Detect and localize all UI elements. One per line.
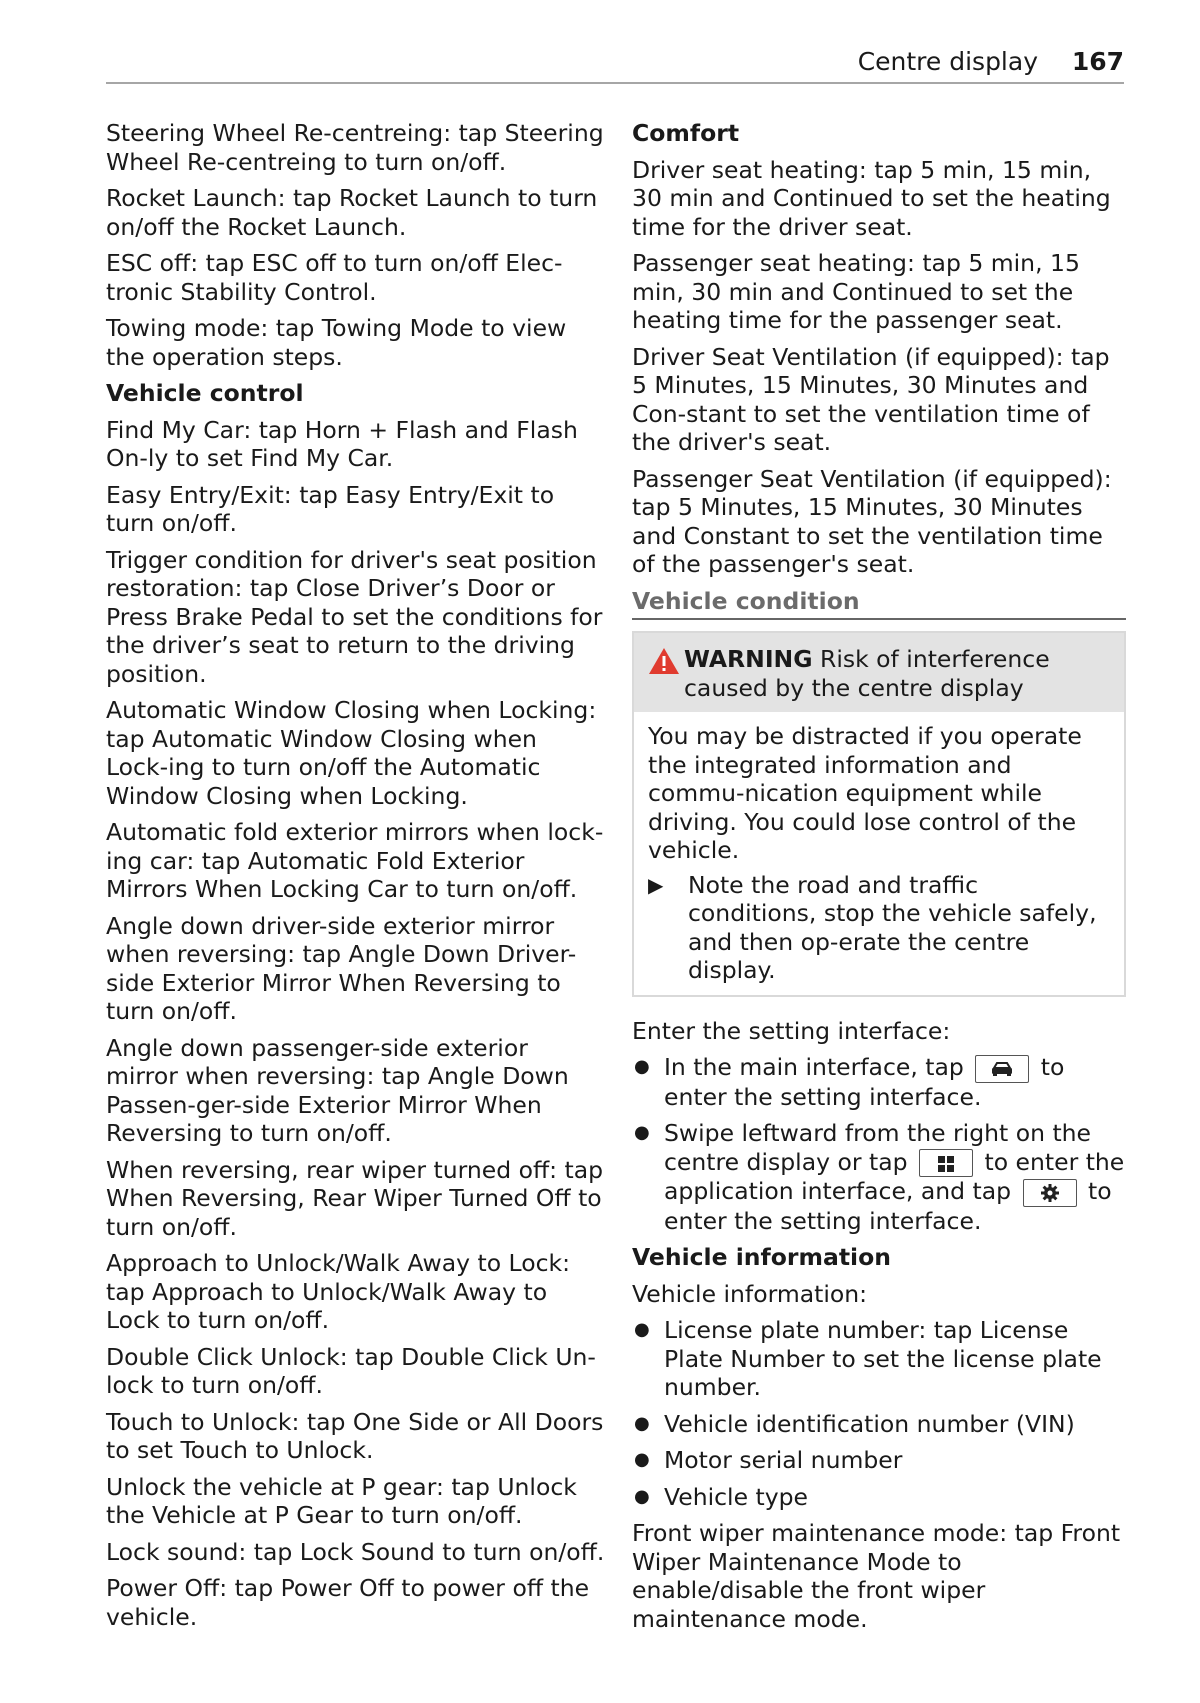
comfort-heading: Comfort — [632, 119, 740, 147]
paragraph: Unlock the vehicle at P gear: tap Unlock the Vehicle at P Gear to turn on/off. — [106, 1472, 577, 1529]
warning-title: Risk of interference caused by the centre display — [684, 645, 1050, 702]
vehicle-control-heading: Vehicle control — [106, 379, 304, 407]
paragraph: Power Off: tap Power Off to power off the vehicle. — [106, 1574, 590, 1631]
paragraph: Driver seat heating: tap 5 min, 15 min, 30 min and Continued to set the heating time for the driver seat. — [632, 155, 1111, 241]
car-icon — [975, 1055, 1029, 1083]
paragraph: Double Click Unlock: tap Double Click Un-lock to turn on/off. — [106, 1342, 596, 1399]
warning-box — [632, 631, 1126, 997]
paragraph: Passenger Seat Ventilation (if equipped): tap 5 Minutes, 15 Minutes, 30 Minutes and Constant to set the ventilation time of the passenger's seat. — [632, 464, 1112, 578]
warning-description: You may be distracted if you operate the integrated information and commu-nication equipment while driving. You could lose control of the vehicle. — [648, 722, 1082, 864]
gear-icon — [1023, 1179, 1077, 1207]
paragraph: Easy Entry/Exit: tap Easy Entry/Exit to turn on/off. — [106, 480, 555, 537]
paragraph: Approach to Unlock/Walk Away to Lock: tap Approach to Unlock/Walk Away to Lock to turn on/off. — [106, 1249, 571, 1334]
warning-body — [634, 712, 1124, 995]
page-header — [106, 44, 1124, 84]
warning-header — [634, 633, 1124, 712]
paragraph: Automatic fold exterior mirrors when lock-ing car: tap Automatic Fold Exterior Mirrors When Locking Car to turn on/off. — [106, 818, 604, 903]
paragraph: Lock sound: tap Lock Sound to turn on/off. — [106, 1537, 605, 1566]
paragraph: Rocket Launch: tap Rocket Launch to turn on/off the Rocket Launch. — [106, 184, 598, 241]
list-item-text: to enter the setting interface. — [664, 1177, 1112, 1235]
paragraph: When reversing, rear wiper turned off: tap When Reversing, Rear Wiper Turned Off to turn on/off. — [106, 1155, 604, 1241]
list-item-text: In the main interface, tap — [664, 1053, 964, 1081]
list-item — [632, 1119, 1126, 1235]
paragraph: Steering Wheel Re-centreing: tap Steering Wheel Re-centreing to turn on/off. — [106, 119, 604, 176]
paragraph: Towing mode: tap Towing Mode to view the operation steps. — [106, 314, 567, 371]
vehicle-information-heading: Vehicle information — [632, 1243, 891, 1271]
arrow-right-icon: ▶ — [648, 872, 664, 897]
paragraph: Touch to Unlock: tap One Side or All Doors to set Touch to Unlock. — [106, 1407, 604, 1464]
setting-steps-list — [632, 1053, 1126, 1235]
apps-grid-icon — [919, 1149, 973, 1177]
list-item-text: Swipe leftward from the right on the centre display or tap — [664, 1119, 1092, 1176]
list-item-text: to enter the setting interface. — [664, 1053, 1065, 1111]
paragraph: Driver Seat Ventilation (if equipped): tap 5 Minutes, 15 Minutes, 30 Minutes and Con-stant to set the ventilation time of the driver's seat. — [632, 342, 1110, 456]
list-item — [632, 1053, 1126, 1111]
warning-action-text: Note the road and traffic conditions, stop the vehicle safely, and then op-erate the centre display. — [688, 870, 1097, 984]
right-column — [632, 119, 1126, 1641]
paragraph: Trigger condition for driver's seat position restoration: tap Close Driver’s Door or Press Brake Pedal to set the conditions for the driver’s seat to return to the driving position. — [106, 545, 603, 688]
list-item: ● Vehicle type — [632, 1483, 1126, 1512]
warning-text — [684, 645, 1110, 702]
left-column — [106, 119, 606, 1639]
paragraph: Automatic Window Closing when Locking: tap Automatic Window Closing when Lock-ing to turn on/off the Automatic Window Closing when Locking. — [106, 696, 597, 810]
warning-label: WARNING — [684, 645, 813, 673]
vehicle-information-list — [632, 1316, 1126, 1511]
paragraph: Angle down driver-side exterior mirror when reversing: tap Angle Down Driver-side Exterior Mirror When Reversing to turn on/off. — [106, 911, 577, 1025]
list-item-text: to enter the application interface, and tap — [664, 1147, 1125, 1205]
list-item: ● License plate number: tap License Plate Number to set the license plate number. — [632, 1316, 1126, 1402]
paragraph: Find My Car: tap Horn + Flash and Flash On-ly to set Find My Car. — [106, 415, 578, 472]
paragraph: Passenger seat heating: tap 5 min, 15 min, 30 min and Continued to set the heating time for the passenger seat. — [632, 249, 1080, 334]
paragraph: Enter the setting interface: — [632, 1016, 951, 1045]
page-number: 167 — [1071, 47, 1124, 76]
paragraph: Front wiper maintenance mode: tap Front Wiper Maintenance Mode to enable/disable the front wiper maintenance mode. — [632, 1519, 1121, 1633]
paragraph: Vehicle information: — [632, 1279, 868, 1308]
list-item: ● Motor serial number — [632, 1446, 1126, 1475]
vehicle-condition-heading: Vehicle condition — [632, 587, 1126, 621]
warning-triangle-icon — [648, 647, 684, 702]
list-item: ● Vehicle identification number (VIN) — [632, 1410, 1126, 1439]
section-title: Centre display — [857, 47, 1038, 76]
warning-action — [648, 871, 1110, 985]
paragraph: Angle down passenger-side exterior mirror when reversing: tap Angle Down Passen-ger-side Exterior Mirror When Reversing to turn on/off. — [106, 1033, 569, 1147]
paragraph: ESC off: tap ESC off to turn on/off Elec-tronic Stability Control. — [106, 249, 563, 306]
